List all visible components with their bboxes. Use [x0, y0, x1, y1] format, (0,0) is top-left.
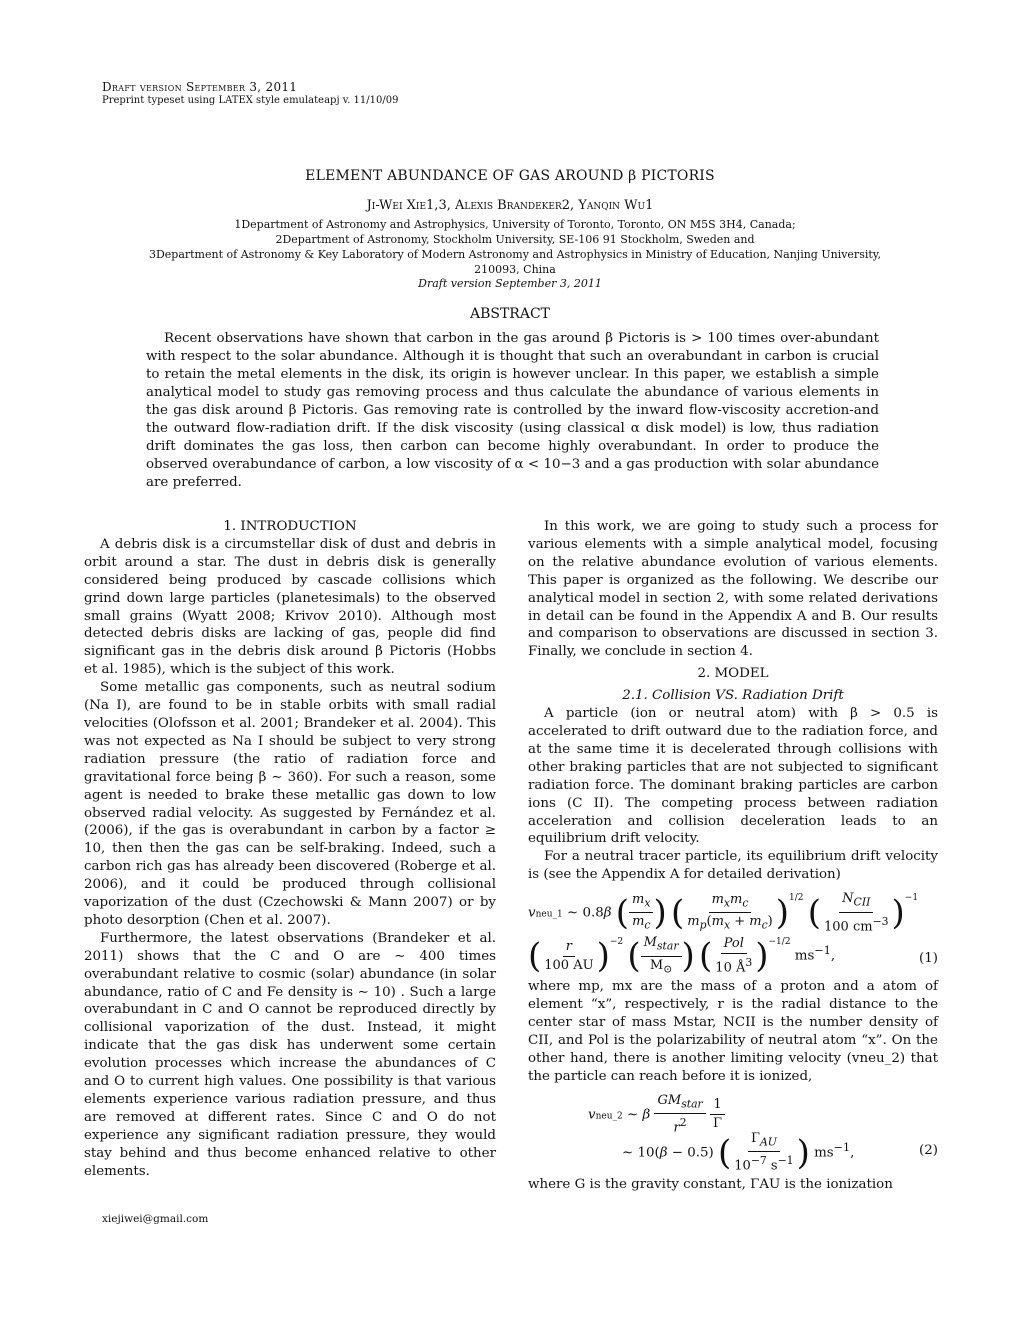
equation-2: vneu_2 ∼ β $\frac{GM_{star}}{r^2}$ $\frac{1}{\Gamma}$ ∼ 10(β − 0.5) ( $\frac{\Gamma_{AU}}{10^{-7} s^{-1}}$ ) $ms^{-1}$, (2): [588, 1092, 938, 1174]
model-paragraph-3: where mp, mx are the mass of a proton and a atom of element “x”, respectively, r is the radial distance to the center star of mass Mstar, NCII is the number density of CII, and Pol is the polarizability of neutral atom “x”. On the other hand, there is another limiting velocity (vneu_2) that the particle can reach before it is ionized,: [528, 979, 938, 1084]
affiliation-1: 1Department of Astronomy and Astrophysics, University of Toronto, Toronto, ON M5S 3H4, Canada;: [234, 218, 796, 231]
abstract-text: Recent observations have shown that carbon in the gas around β Pictoris is > 100 times over-abundant with respect to the solar abundance. Although it is thought that such an overabundant in carbon is crucial to retain the metal elements in the disk, its origin is however unclear. In this paper, we establish a simple analytical model to study gas removing process and thus calculate the abundance of various elements in the gas disk around β Pictoris. Gas removing rate is controlled by the inward flow-viscosity accretion-and the outward flow-radiation drift. If the disk viscosity (using classical α disk model) is low, thus radiation drift dominates the gas loss, then carbon can become highly overabundant. In order to produce the observed overabundance of carbon, a low viscosity of α < 10−3 and a gas production with solar abundance are preferred.: [146, 331, 879, 490]
affiliation-3: 3Department of Astronomy & Key Laboratory of Modern Astronomy and Astrophysics in Ministry of Education, Nanjing University,: [148, 248, 882, 261]
paper-title: ELEMENT ABUNDANCE OF GAS AROUND β PICTORIS: [305, 168, 715, 184]
model-paragraph-1: A particle (ion or neutral atom) with β > 0.5 is accelerated to drift outward due to the radiation force, and at the same time it is decelerated through collisions with other braking particles that are not subjected to significant radiation force. The dominant braking particles are carbon ions (C II). The competing process between radiation acceleration and collision deceleration leads to an equilibrium drift velocity.: [528, 706, 938, 847]
model-paragraph-4: where G is the gravity constant, ΓAU is the ionization: [528, 1176, 893, 1192]
affiliation-3-postcode: 210093, China: [474, 263, 556, 276]
affiliation-2: 2Department of Astronomy, Stockholm University, SE-106 91 Stockholm, Sweden and: [275, 233, 755, 246]
header-preprint-note: Preprint typeset using LATEX style emulateapj v. 11/10/09: [102, 95, 399, 106]
model-paragraph-2: For a neutral tracer particle, its equilibrium drift velocity is (see the Appendix A for detailed derivation): [528, 849, 938, 883]
equation-1-number: (1): [919, 951, 938, 967]
intro-paragraph-3: Furthermore, the latest observations (Brandeker et al. 2011) shows that the C and O are ∼ 400 times overabundant relative to cosmic (solar) abundance (in solar abundance, ratio of C and Fe density is ∼ 10) . Such a large overabundant in C and O cannot be reproduced directly by collisional vaporization of the dust. Instead, it might indicate that the gas disk has underwent some certain evolution processes which increase the abundances of C and O to current high values. One possibility is that various elements experience various radiation pressure, and thus are removed at different rates. Since C and O do not experience any significant radiation pressure, they would stay behind and thus become enhanced relative to other elements.: [84, 930, 496, 1179]
header-draft-version: Draft version September 3, 2011: [102, 80, 298, 94]
equation-2-number: (2): [919, 1142, 938, 1158]
author-email: xiejiwei@gmail.com: [102, 1213, 209, 1225]
equation-1: vneu_1 ∼ 0.8β ( $\frac{m_x}{m_c}$ ) ( $\frac{m_xm_c}{m_p(m_x + m_c)}$ )$^{1/2}$ ( $\frac{N_{CII}}{100 cm^{-3}}$ )$^{-1}$ ( $\frac{r}{100 AU}$ )$^{-2}$ ( $\frac{M_{star}}{M_⊙}$ ) ( $\frac{\text{Pol}}{10 Å^3}$ )$^{-1/2}$ $ms^{-1}$, (1): [528, 891, 938, 977]
draft-date: Draft version September 3, 2011: [418, 277, 602, 290]
left-column: [84, 518, 496, 1181]
section-2-heading: 2. MODEL: [697, 666, 769, 682]
section-1-heading: 1. INTRODUCTION: [223, 519, 357, 534]
right-column: [528, 518, 938, 1193]
author-list: Ji-Wei Xie1,3, Alexis Brandeker2, Yanqin Wu1: [366, 198, 654, 213]
intro-paragraph-1: A debris disk is a circumstellar disk of dust and debris in orbit around a star. The dust in debris disk is generally considered being produced by cascade collisions which grind down large particles (planetesimals) to the observed small grains (Wyatt 2008; Krivov 2010). Although most detected debris disks are lacking of gas, people did find significant gas in the debris disk around β Pictoris (Hobbs et al. 1985), which is the subject of this work.: [84, 536, 496, 678]
intro-paragraph-2: Some metallic gas components, such as neutral sodium (Na I), are found to be in stable orbits with small radial velocities (Olofsson et al. 2001; Brandeker et al. 2004). This was not expected as Na I should be subject to very strong radiation pressure (the ratio of radiation force and gravitational force being β ∼ 360). For such a reason, some agent is needed to brake these metallic gas down to low observed radial velocity. As suggested by Fernández et al. (2006), if the gas is overabundant in carbon by a factor ≥ 10, then then the gas can be self-braking. Indeed, such a carbon rich gas has already been discovered (Roberge et al. 2006), and it could be produced through collisional vaporization of the dust (Czechowski & Mann 2007) or by photo desorption (Chen et al. 2007).: [84, 680, 496, 928]
intro-paragraph-4: In this work, we are going to study such a process for various elements with a simple analytical model, focusing on the relative abundance evolution of various elements. This paper is organized as the following. We describe our analytical model in section 2, with some related derivations in detail can be found in the Appendix A and B. Our results and comparison to observations are discussed in section 3. Finally, we conclude in section 4.: [528, 519, 938, 660]
subsection-2-1-heading: 2.1. Collision VS. Radiation Drift: [622, 688, 844, 704]
abstract-heading: ABSTRACT: [469, 306, 551, 322]
